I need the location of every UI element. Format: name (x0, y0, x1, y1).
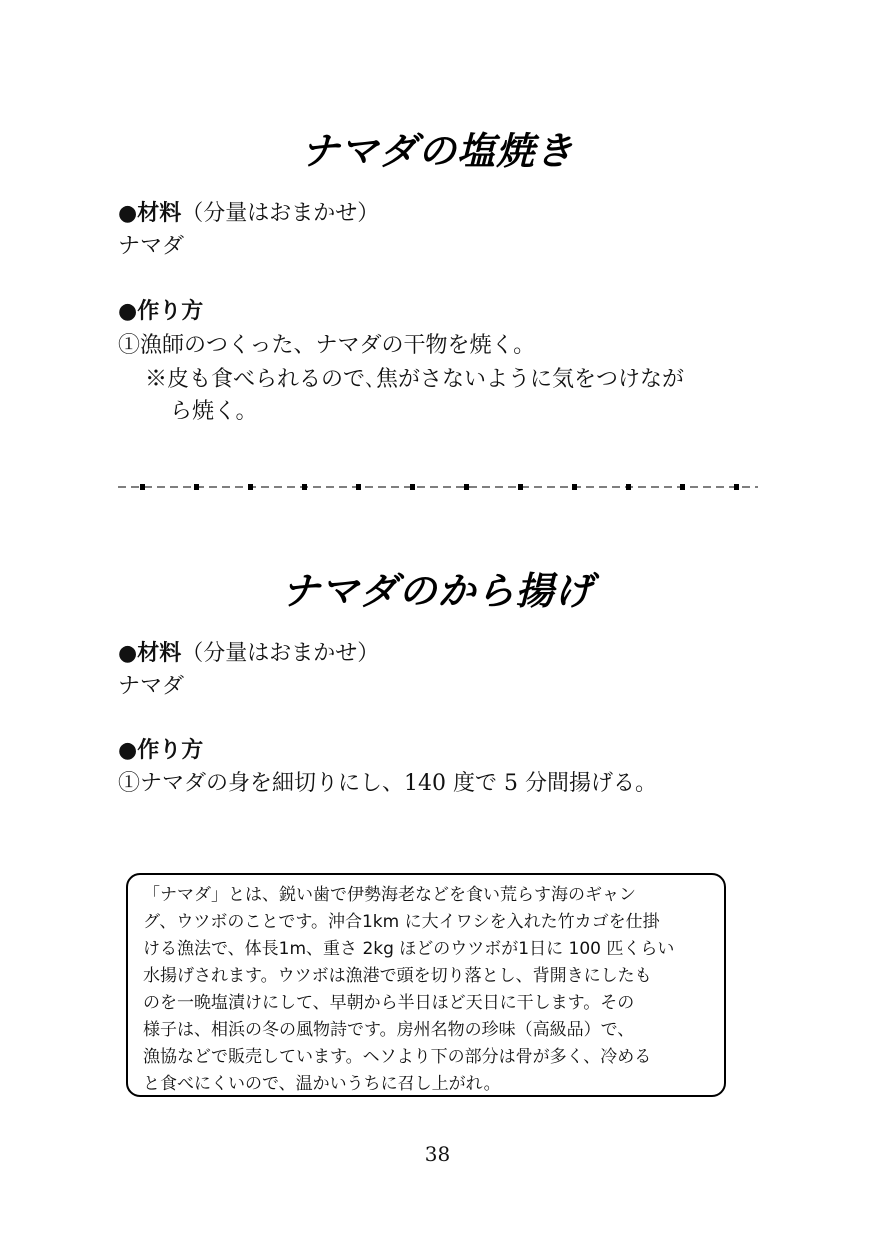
page-number: 38 (424, 1142, 451, 1166)
recipe1-step1: ①漁師のつくった、ナマダの干物を焼く。 (118, 333, 536, 358)
divider-dot (410, 484, 415, 490)
recipe1-materials-note: （分量はおまかせ） (181, 201, 380, 226)
recipe2-step1: ①ナマダの身を細切りにし、140 度で 5 分間揚げる。 (118, 771, 657, 796)
divider-dot (356, 484, 361, 490)
recipe2-materials-line (118, 640, 379, 668)
info-box-line: 漁協などで販売しています。ヘソより下の部分は骨が多く、冷める (143, 1047, 652, 1067)
recipe2-materials-heading: ●材料 (118, 641, 182, 666)
divider-dot (626, 484, 631, 490)
recipe1-method-heading: ●作り方 (118, 299, 204, 324)
recipe2-method-heading: ●作り方 (118, 738, 204, 763)
divider-dot (140, 484, 145, 490)
divider-dot (734, 484, 739, 490)
divider-dot (572, 484, 577, 490)
divider-dot (680, 484, 685, 490)
recipe1-note-line2: ら焼く。 (170, 399, 258, 424)
recipe1-material-item: ナマダ (118, 234, 185, 259)
recipe2-title: ナマダのから揚げ (281, 569, 594, 613)
recipe1-note-line1: ※皮も食べられるので､焦がさないように気をつけなが (145, 367, 685, 392)
recipe1-title: ナマダの塩焼き (300, 129, 574, 173)
recipe1-materials-heading: ●材料 (118, 201, 182, 226)
divider-dot (248, 484, 253, 490)
recipe1-materials-line (118, 200, 379, 228)
section-divider (118, 480, 758, 494)
info-box-line: 水揚げされます。ウツボは漁港で頭を切り落とし、背開きにしたも (143, 966, 652, 986)
recipe2-materials-note: （分量はおまかせ） (181, 641, 380, 666)
info-box-line: 様子は、相浜の冬の風物詩です。房州名物の珍味（高級品）で、 (143, 1020, 635, 1040)
divider-dot (464, 484, 469, 490)
info-box-line: グ、ウツボのことです。沖合1km に大イワシを入れた竹カゴを仕掛 (143, 912, 660, 932)
info-box-line: ける漁法で、体長1m、重さ 2kg ほどのウツボが1日に 100 匹くらい (143, 939, 675, 959)
divider-dot (194, 484, 199, 490)
recipe2-material-item: ナマダ (118, 674, 185, 699)
info-box-line: 「ナマダ」とは、鋭い歯で伊勢海老などを食い荒らす海のギャン (143, 885, 636, 905)
info-box-line: と食べにくいので、温かいうちに召し上がれ。 (143, 1074, 501, 1094)
divider-dot (518, 484, 523, 490)
divider-dot (302, 484, 307, 490)
info-box-line: のを一晩塩漬けにして、早朝から半日ほど天日に干します。その (143, 993, 635, 1013)
